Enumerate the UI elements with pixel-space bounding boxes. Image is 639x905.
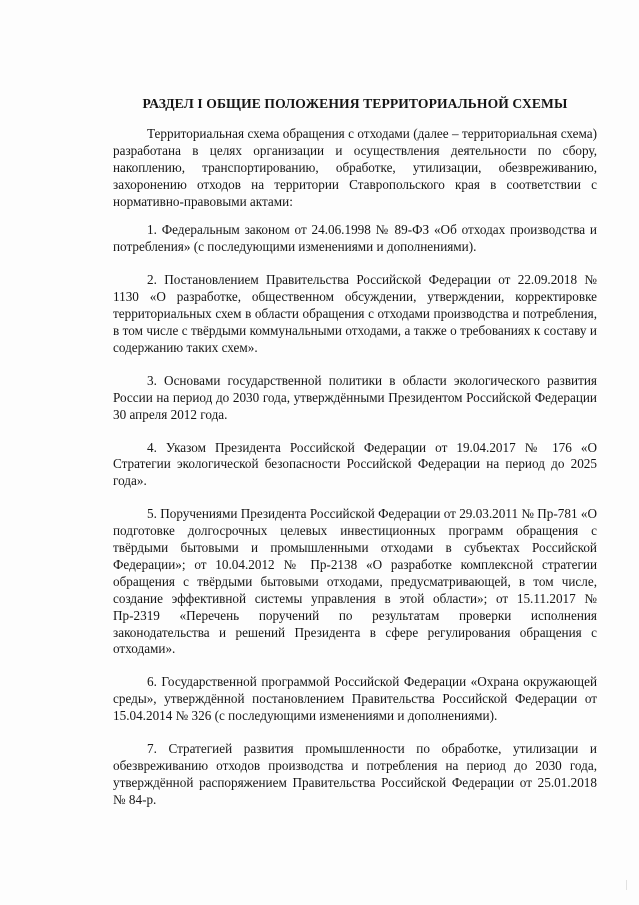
list-item-4: 4. Указом Президента Российской Федерации от 19.04.2017 № 176 «О Стратегии экологической безопасности Российской Федерации на период до 2025 года».	[113, 439, 597, 489]
list-item-1: 1. Федеральным законом от 24.06.1998 № 89-ФЗ «Об отходах производства и потребления» (с последующими изменениями и дополнениями).	[113, 222, 597, 255]
list-item-3: 3. Основами государственной политики в области экологического развития России на период до 2030 года, утверждёнными Президентом Российской Федерации 30 апреля 2012 года.	[113, 372, 597, 422]
scan-edge-mark	[626, 880, 633, 890]
list-item-5: 5. Поручениями Президента Российской Федерации от 29.03.2011 № Пр-781 «О подготовке долгосрочных целевых инвестиционных программ обращения с твёрдыми бытовыми и промышленными отходами в субъектах Российской Федерации»; от 10.04.2012 № Пр-2138 «О разработке комплексной стратегии обращения с твёрдыми бытовыми отходами, предусматривающей, в том числе, создание эффективной системы управления в этой области»; от 15.11.2017 № Пр-2319 «Перечень поручений по результатам проверки исполнения законодательства и решений Президента в сфере регулирования обращения с отходами».	[113, 506, 597, 657]
list-item-7: 7. Стратегией развития промышленности по обработке, утилизации и обезвреживанию отходов производства и потребления на период до 2030 года, утверждённой распоряжением Правительства Российской Федерации от 25.01.2018 № 84-р.	[113, 741, 597, 807]
list-item-6: 6. Государственной программой Российской Федерации «Охрана окружающей среды», утверждённой постановлением Правительства Российской Федерации от 15.04.2014 № 326 (с последующими изменениями и дополнениями).	[113, 674, 597, 724]
document-body	[113, 96, 597, 824]
list-item-2: 2. Постановлением Правительства Российской Федерации от 22.09.2018 № 1130 «О разработке, общественном обсуждении, утверждении, корректировке территориальных схем в области обращения с отходами производства и потребления, в том числе с твёрдыми коммунальными отходами, а также о требованиях к составу и содержанию таких схем».	[113, 272, 597, 355]
intro-paragraph: Территориальная схема обращения с отходами (далее – территориальная схема) разработана в целях организации и осуществления деятельности по сбору, накоплению, транспортированию, обработке, утилизации, обезвреживанию, захоронению отходов на территории Ставропольского края в соответствии с нормативно-правовыми актами:	[113, 125, 597, 209]
section-title: РАЗДЕЛ I ОБЩИЕ ПОЛОЖЕНИЯ ТЕРРИТОРИАЛЬНОЙ СХЕМЫ	[142, 96, 568, 111]
